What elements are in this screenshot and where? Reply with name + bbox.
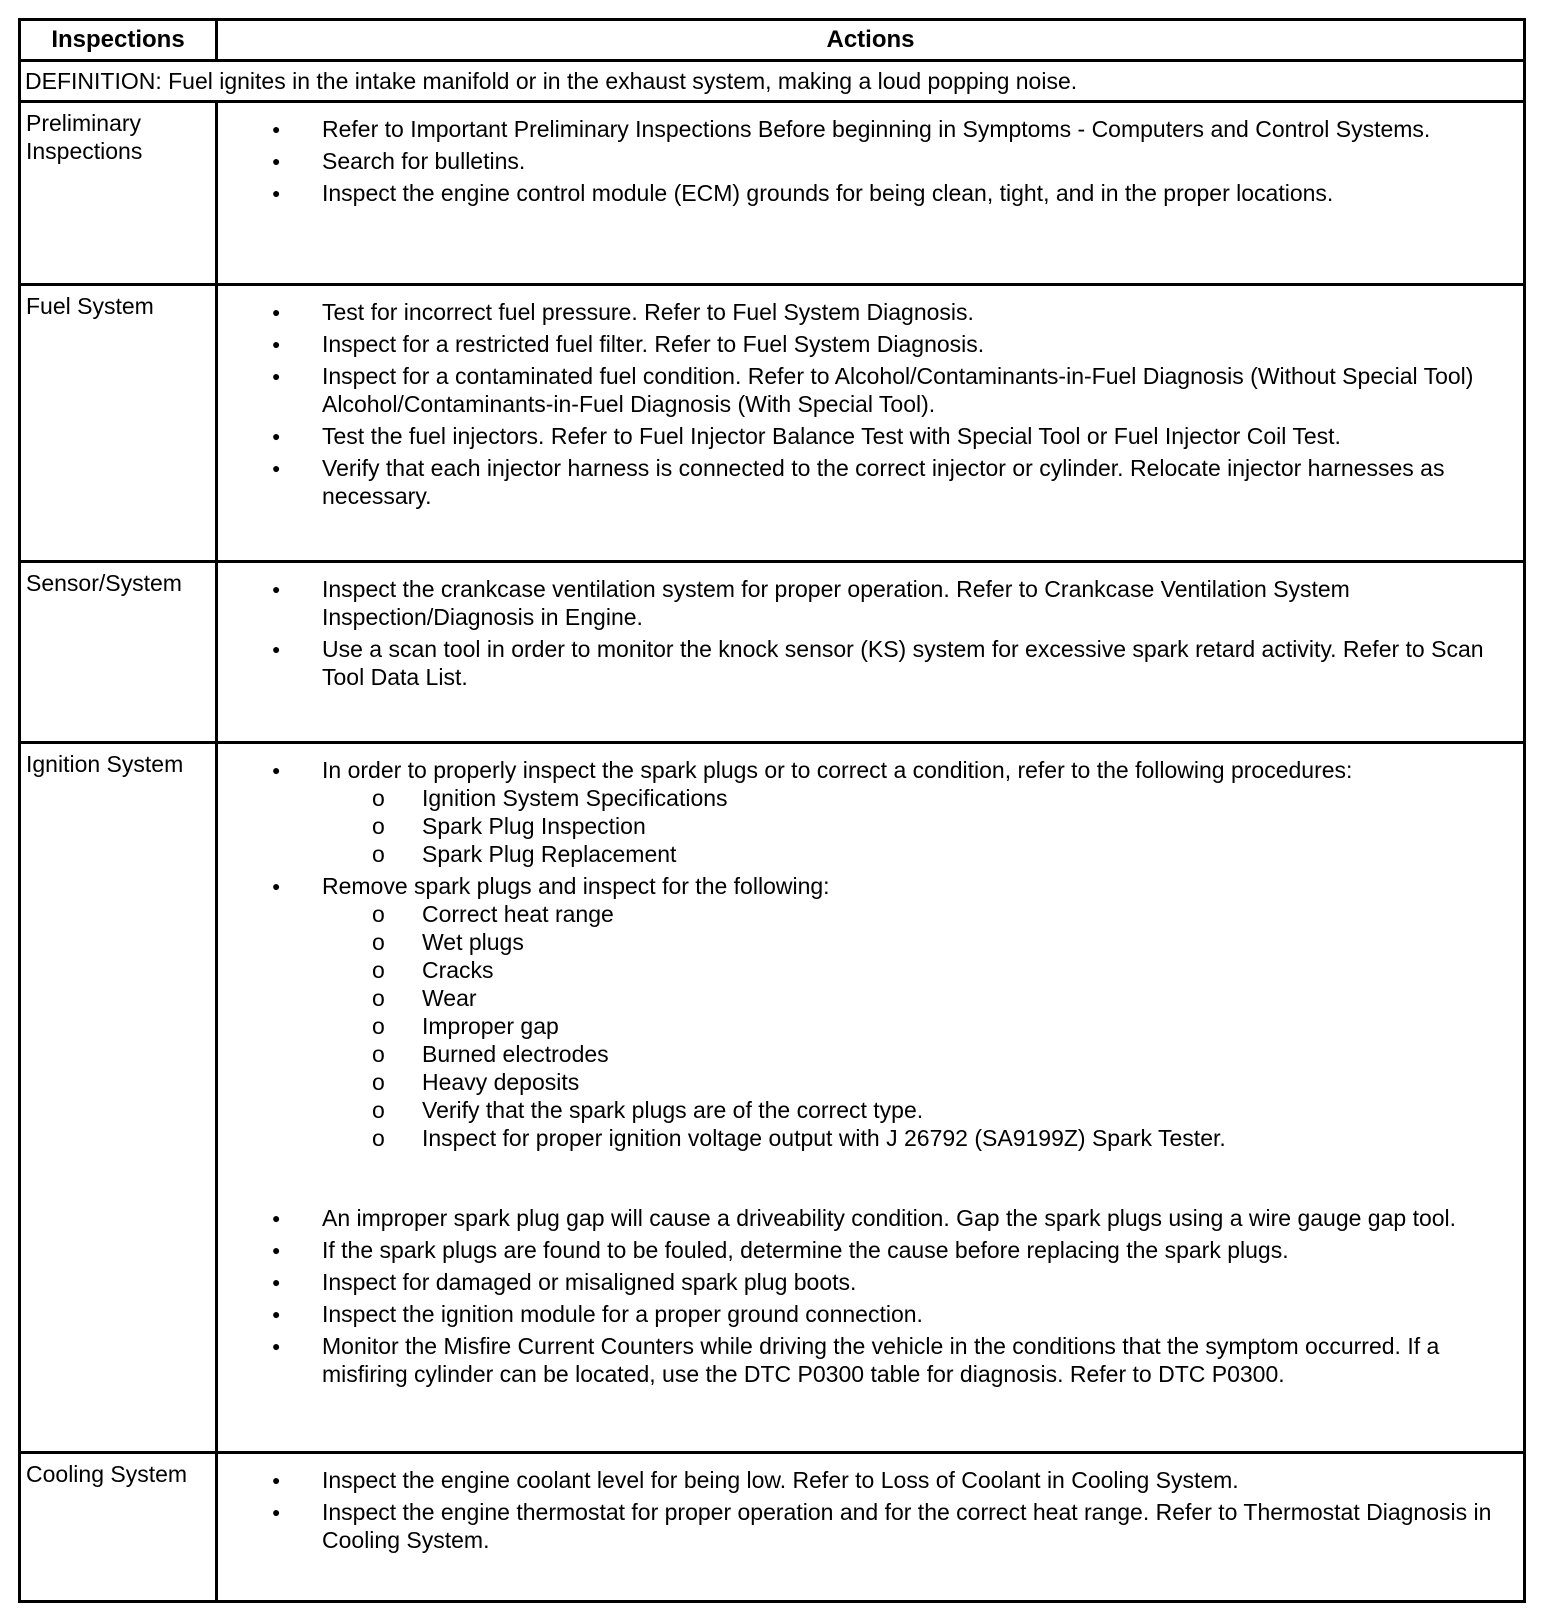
table-row xyxy=(20,285,1525,562)
action-list xyxy=(218,575,1517,691)
list-item: ● Test the fuel injectors. Refer to Fuel Injector Balance Test with Special Tool or Fuel Injector Coil Test. xyxy=(218,422,1517,450)
sub-list-item: o Inspect for proper ignition voltage output with J 26792 (SA9199Z) Spark Tester. xyxy=(322,1124,1517,1152)
list-item: ● Refer to Important Preliminary Inspections Before beginning in Symptoms - Computers and Control Systems. xyxy=(218,115,1517,143)
list-item: ● Inspect for a restricted fuel filter. Refer to Fuel System Diagnosis. xyxy=(218,330,1517,358)
list-item: ● Inspect for a contaminated fuel condition. Refer to Alcohol/Contaminants-in-Fuel Diagnosis (Without Special Tool) Alcohol/Contaminants-in-Fuel Diagnosis (With Special Tool). xyxy=(218,362,1517,418)
list-item: ● Inspect the ignition module for a proper ground connection. xyxy=(218,1300,1517,1328)
sub-list-item: o Cracks xyxy=(322,956,1517,984)
inspection-label-cooling: Cooling System xyxy=(20,1453,217,1602)
actions-cell-fuel xyxy=(217,285,1525,562)
sub-list-item: o Wear xyxy=(322,984,1517,1012)
action-list xyxy=(218,756,1517,1388)
sub-list-item: o Spark Plug Inspection xyxy=(322,812,1517,840)
inspections-header: Inspections xyxy=(20,20,217,61)
sub-list xyxy=(322,900,1517,1152)
list-item: ● Verify that each injector harness is connected to the correct injector or cylinder. Relocate injector harnesses as necessary. xyxy=(218,454,1517,510)
sub-list-item: o Wet plugs xyxy=(322,928,1517,956)
header-row xyxy=(20,20,1525,61)
sub-list-item: o Verify that the spark plugs are of the correct type. xyxy=(322,1096,1517,1124)
list-item xyxy=(218,872,1517,1152)
list-item: ● Search for bulletins. xyxy=(218,147,1517,175)
list-item xyxy=(218,756,1517,868)
table-row xyxy=(20,1453,1525,1602)
list-item: ● Inspect for damaged or misaligned spark plug boots. xyxy=(218,1268,1517,1296)
table-row xyxy=(20,102,1525,285)
actions-header: Actions xyxy=(217,20,1525,61)
list-item: ● An improper spark plug gap will cause a driveability condition. Gap the spark plugs using a wire gauge gap tool. xyxy=(218,1204,1517,1232)
list-item: ● Inspect the engine thermostat for proper operation and for the correct heat range. Refer to Thermostat Diagnosis in Cooling System. xyxy=(218,1498,1517,1554)
list-item: ● If the spark plugs are found to be fouled, determine the cause before replacing the spark plugs. xyxy=(218,1236,1517,1264)
definition-text: DEFINITION: Fuel ignites in the intake manifold or in the exhaust system, making a loud popping noise. xyxy=(20,61,1525,102)
actions-cell-ignition xyxy=(217,743,1525,1453)
list-item: ● Inspect the crankcase ventilation system for proper operation. Refer to Crankcase Ventilation System Inspection/Diagnosis in Engine. xyxy=(218,575,1517,631)
inspection-label-preliminary: Preliminary Inspections xyxy=(20,102,217,285)
action-list xyxy=(218,1466,1517,1554)
sub-list-item: o Correct heat range xyxy=(322,900,1517,928)
list-item: ● Test for incorrect fuel pressure. Refer to Fuel System Diagnosis. xyxy=(218,298,1517,326)
list-item: ● Monitor the Misfire Current Counters while driving the vehicle in the conditions that the symptom occurred. If a misfiring cylinder can be located, use the DTC P0300 table for diagnosis. Refer to DTC P0300. xyxy=(218,1332,1517,1388)
inspection-label-fuel: Fuel System xyxy=(20,285,217,562)
definition-row xyxy=(20,61,1525,102)
actions-cell-cooling xyxy=(217,1453,1525,1602)
sub-list-item: o Burned electrodes xyxy=(322,1040,1517,1068)
inspection-label-sensor: Sensor/System xyxy=(20,562,217,743)
table-row xyxy=(20,743,1525,1453)
symptom-table xyxy=(18,18,1526,1603)
inspection-label-ignition: Ignition System xyxy=(20,743,217,1453)
list-item: ● Inspect the engine coolant level for being low. Refer to Loss of Coolant in Cooling System. xyxy=(218,1466,1517,1494)
sub-list-item: o Improper gap xyxy=(322,1012,1517,1040)
action-list xyxy=(218,298,1517,510)
sub-list-item: o Ignition System Specifications xyxy=(322,784,1517,812)
list-item: ● Use a scan tool in order to monitor the knock sensor (KS) system for excessive spark retard activity. Refer to Scan Tool Data List. xyxy=(218,635,1517,691)
sub-list-item: o Spark Plug Replacement xyxy=(322,840,1517,868)
action-text: Remove spark plugs and inspect for the following: xyxy=(322,873,830,899)
list-item: ● Inspect the engine control module (ECM) grounds for being clean, tight, and in the proper locations. xyxy=(218,179,1517,207)
table-row xyxy=(20,562,1525,743)
sub-list xyxy=(322,784,1517,868)
actions-cell-preliminary xyxy=(217,102,1525,285)
action-text: In order to properly inspect the spark plugs or to correct a condition, refer to the following procedures: xyxy=(322,757,1353,783)
action-list xyxy=(218,115,1517,207)
actions-cell-sensor xyxy=(217,562,1525,743)
sub-list-item: o Heavy deposits xyxy=(322,1068,1517,1096)
